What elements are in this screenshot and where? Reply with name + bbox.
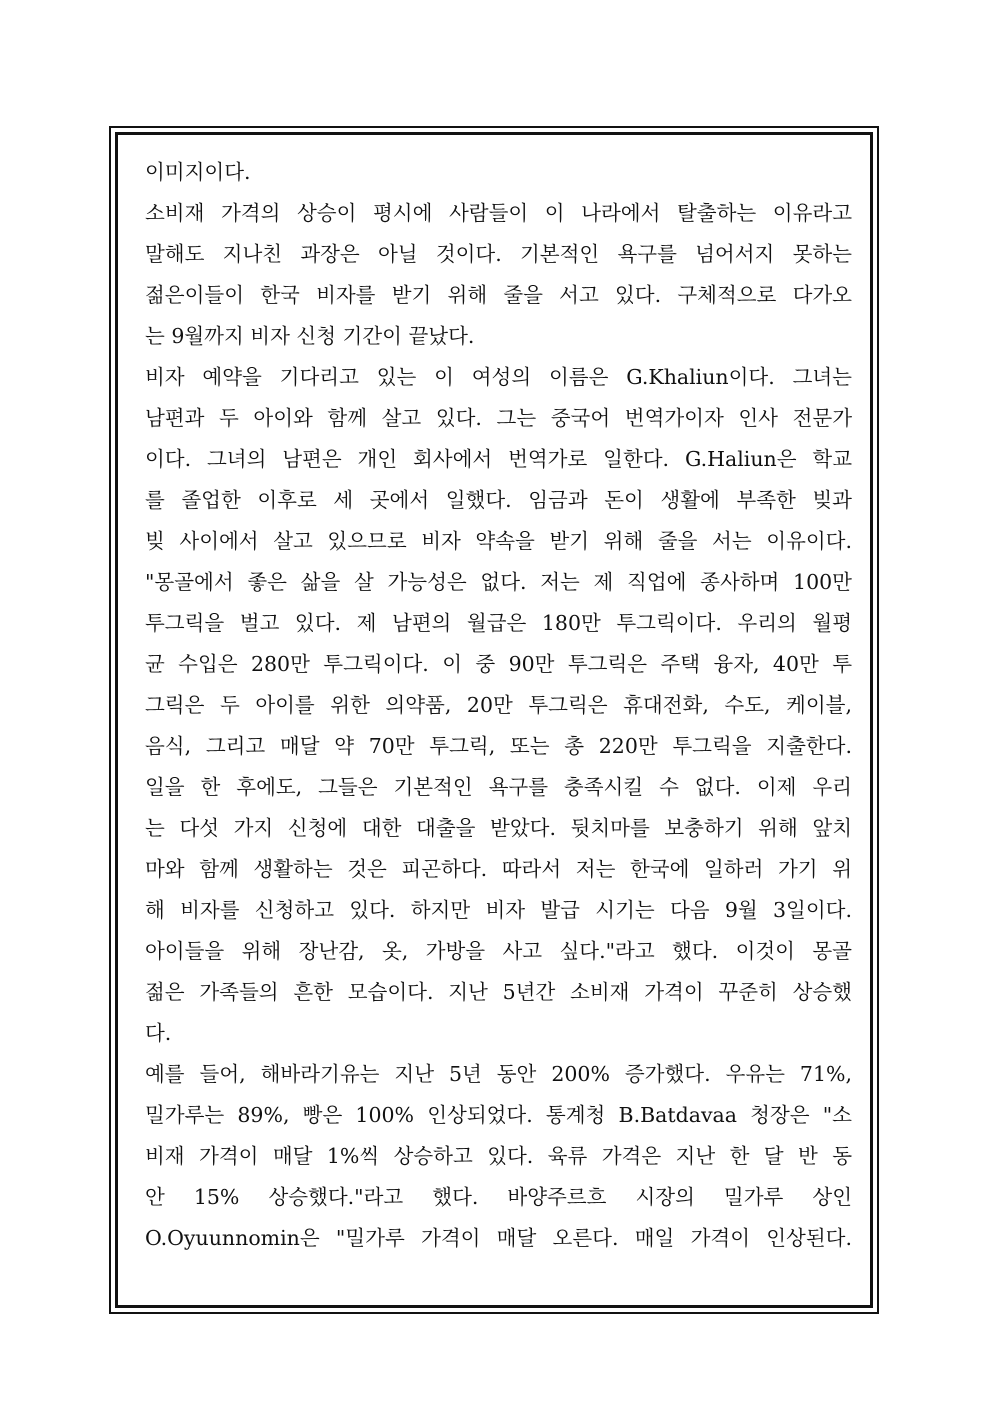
text-line: 균 수입은 280만 투그릭이다. 이 중 90만 투그릭은 주택 융자, 40만 투: [145, 652, 852, 676]
text-line: 를 졸업한 이후로 세 곳에서 일했다. 임금과 돈이 생활에 부족한 빚과: [145, 488, 852, 512]
text-line: 는 9월까지 비자 신청 기간이 끝났다.: [145, 324, 475, 348]
text-line: 마와 함께 생활하는 것은 피곤하다. 따라서 저는 한국에 일하러 가기 위: [145, 857, 852, 881]
text-line: 젊은 가족들의 흔한 모습이다. 지난 5년간 소비재 가격이 꾸준히 상승했: [145, 980, 852, 1004]
text-line: 남편과 두 아이와 함께 살고 있다. 그는 중국어 번역가이자 인사 전문가: [145, 406, 852, 430]
text-line: 예를 들어, 해바라기유는 지난 5년 동안 200% 증가했다. 우유는 71%,: [145, 1062, 852, 1086]
text-line: O.Oyuunnomin은 "밀가루 가격이 매달 오른다. 매일 가격이 인상된다.: [145, 1226, 852, 1250]
text-line: 일을 한 후에도, 그들은 기본적인 욕구를 충족시킬 수 없다. 이제 우리: [145, 775, 852, 799]
text-line: 비자 예약을 기다리고 있는 이 여성의 이름은 G.Khaliun이다. 그녀는: [145, 365, 852, 389]
text-line: 빚 사이에서 살고 있으므로 비자 약속을 받기 위해 줄을 서는 이유이다.: [145, 529, 852, 553]
document-body: [145, 152, 852, 1259]
text-line: 는 다섯 가지 신청에 대한 대출을 받았다. 뒷치마를 보충하기 위해 앞치: [145, 816, 852, 840]
text-line: 그릭은 두 아이를 위한 의약품, 20만 투그릭은 휴대전화, 수도, 케이블,: [145, 693, 852, 717]
text-line: 안 15% 상승했다."라고 했다. 바양주르흐 시장의 밀가루 상인: [145, 1185, 852, 1209]
text-line: 소비재 가격의 상승이 평시에 사람들이 이 나라에서 탈출하는 이유라고: [145, 201, 852, 225]
text-line: 밀가루는 89%, 빵은 100% 인상되었다. 통계청 B.Batdavaa 청장은 "소: [145, 1103, 852, 1127]
text-line: 말해도 지나친 과장은 아닐 것이다. 기본적인 욕구를 넘어서지 못하는: [145, 242, 852, 266]
text-line: 다.: [145, 1021, 172, 1045]
text-line: 이미지이다.: [145, 160, 251, 184]
text-line: 젊은이들이 한국 비자를 받기 위해 줄을 서고 있다. 구체적으로 다가오: [145, 283, 852, 307]
text-line: "몽골에서 좋은 삶을 살 가능성은 없다. 저는 제 직업에 종사하며 100만: [145, 570, 852, 594]
text-line: 음식, 그리고 매달 약 70만 투그릭, 또는 총 220만 투그릭을 지출한다.: [145, 734, 852, 758]
text-line: 투그릭을 벌고 있다. 제 남편의 월급은 180만 투그릭이다. 우리의 월평: [145, 611, 852, 635]
text-line: 아이들을 위해 장난감, 옷, 가방을 사고 싶다."라고 했다. 이것이 몽골: [145, 939, 852, 963]
text-line: 이다. 그녀의 남편은 개인 회사에서 번역가로 일한다. G.Haliun은 학교: [145, 447, 852, 471]
text-line: 해 비자를 신청하고 있다. 하지만 비자 발급 시기는 다음 9월 3일이다.: [145, 898, 852, 922]
text-line: 비재 가격이 매달 1%씩 상승하고 있다. 육류 가격은 지난 한 달 반 동: [145, 1144, 852, 1168]
